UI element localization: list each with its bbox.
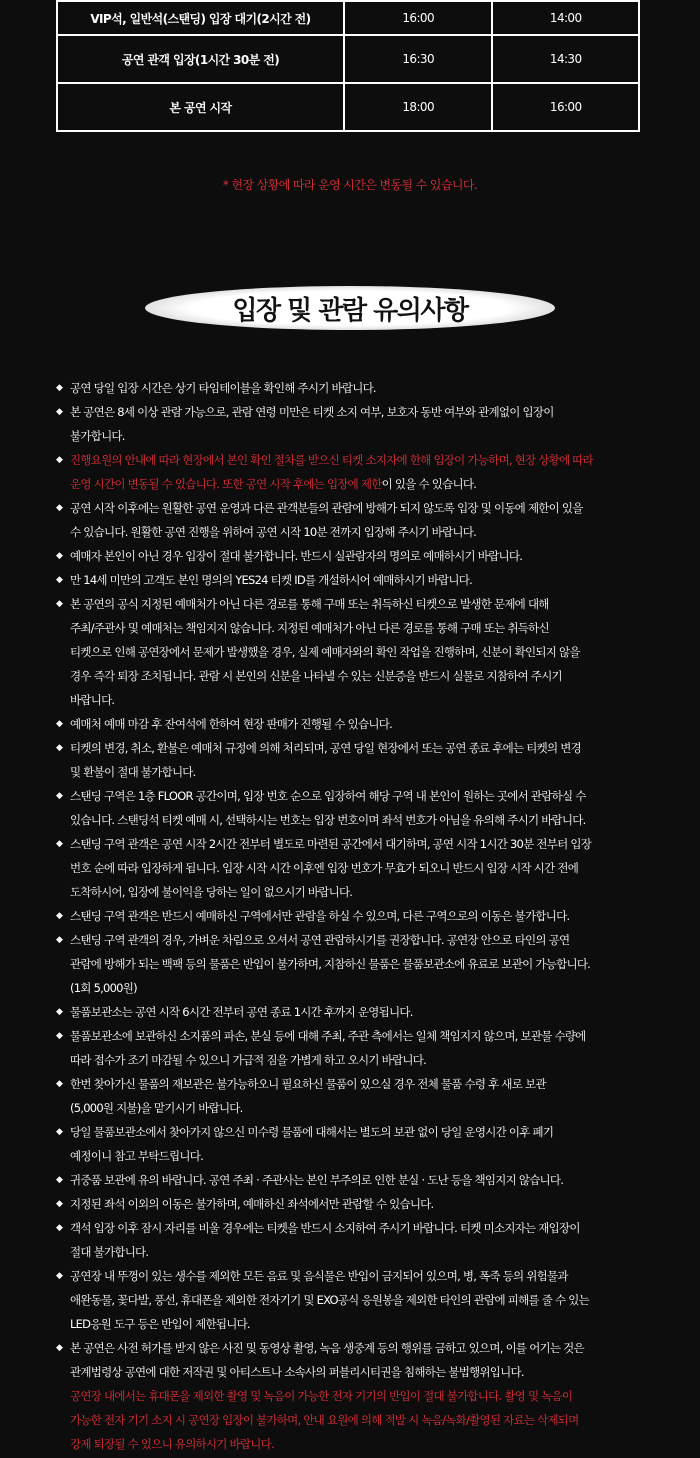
diamond-bullet-icon: ◆ (56, 1223, 63, 1233)
rule-text: 본 공연은 사전 허가를 받지 않은 사진 및 동영상 촬영, 녹음 생중계 등의 행위를 금하고 있으며, 이를 어기는 것은 관계법령상 공연에 대한 저작권 및 아티스트나 소속사의 퍼블리시티권을 침해하는 불법행위입니다. (70, 1341, 584, 1379)
rule-item (56, 496, 656, 544)
rule-text: 한번 찾아가신 물품의 재보관은 불가능하오니 필요하신 물품이 있으실 경우 전체 물품 수령 후 새로 보관 (5,000원 지불)을 맡기시기 바랍니다. (70, 1077, 546, 1115)
schedule-label: 공연 관객 입장(1시간 30분 전) (57, 35, 344, 83)
rule-item (56, 544, 656, 568)
rule-item (56, 1024, 656, 1072)
diamond-bullet-icon: ◆ (56, 1079, 63, 1089)
diamond-bullet-icon: ◆ (56, 1199, 63, 1209)
rule-item (56, 712, 656, 736)
rule-text: 예매처 예매 마감 후 잔여석에 한하여 현장 판매가 진행될 수 있습니다. (70, 717, 393, 731)
rule-text: 예매자 본인이 아닌 경우 입장이 절대 불가합니다. 반드시 실관람자의 명의로 예매하시기 바랍니다. (70, 549, 523, 563)
diamond-bullet-icon: ◆ (56, 599, 63, 609)
rule-item (56, 448, 656, 496)
rule-text: 물품보관소에 보관하신 소지품의 파손, 분실 등에 대해 주최, 주관 측에서는 일체 책임지지 않으며, 보관물 수량에 따라 접수가 조기 마감될 수 있으니 가급적 짐을 가볍게 하고 오시기 바랍니다. (70, 1029, 586, 1067)
diamond-bullet-icon: ◆ (56, 1007, 63, 1017)
section-title-banner (145, 286, 555, 330)
diamond-bullet-icon: ◆ (56, 551, 63, 561)
rule-item (56, 1264, 656, 1336)
diamond-bullet-icon: ◆ (56, 1175, 63, 1185)
diamond-bullet-icon: ◆ (56, 383, 63, 393)
rule-item (56, 736, 656, 784)
rule-text: 귀중품 보관에 유의 바랍니다. 공연 주최 · 주관사는 본인 부주의로 인한 분실 · 도난 등을 책임지지 않습니다. (70, 1173, 564, 1187)
rule-text: 스탠딩 구역은 1층 FLOOR 공간이며, 입장 번호 순으로 입장하여 해당 구역 내 본인이 원하는 곳에서 관람하실 수 있습니다. 스탠딩석 티켓 예매 시, 선택하시는 번호는 입장 번호이며 좌석 번호가 아님을 유의해 주시기 바랍니다. (70, 789, 586, 827)
schedule-time-a: 16:00 (344, 1, 493, 35)
diamond-bullet-icon: ◆ (56, 935, 63, 945)
rule-item (56, 376, 656, 400)
diamond-bullet-icon: ◆ (56, 743, 63, 753)
diamond-bullet-icon: ◆ (56, 1271, 63, 1281)
schedule-time-a: 16:30 (344, 35, 493, 83)
rule-warning-text: 공연장 내에서는 휴대폰을 제외한 촬영 및 녹음이 가능한 전자 기기의 반입이 절대 불가합니다. 촬영 및 녹음이 가능한 전자 기기 소지 시 공연장 입장이 불가하며, 안내 요원에 의해 적발 시 녹음/녹화/촬영된 자료는 삭제되며 강제 퇴장될 수 있으니 유의하시기 바랍니다. (70, 1389, 579, 1451)
diamond-bullet-icon: ◆ (56, 455, 63, 465)
rule-item (56, 1216, 656, 1264)
rule-text: 공연장 내 뚜껑이 있는 생수를 제외한 모든 음료 및 음식물은 반입이 금지되어 있으며, 병, 폭죽 등의 위험물과 애완동물, 꽃다발, 풍선, 휴대폰을 제외한 전자기기 및 EXO공식 응원봉을 제외한 타인의 관람에 피해를 줄 수 있는 LED응원 도구 등은 반입이 제한됩니다. (70, 1269, 589, 1331)
rule-warning-text: 진행요원의 안내에 따라 현장에서 본인 확인 절차를 받으신 티켓 소지자에 한해 입장이 가능하며, 현장 상황에 따라 운영 시간이 변동될 수 있습니다. 또한 공연 시작 후에는 입장에 제한 (70, 453, 593, 491)
rule-text: 당일 물품보관소에서 찾아가지 않으신 미수령 물품에 대해서는 별도의 보관 없이 당일 운영시간 이후 폐기 예정이니 참고 부탁드립니다. (70, 1125, 554, 1163)
rule-item (56, 832, 656, 904)
rule-text: 물품보관소는 공연 시작 6시간 전부터 공연 종료 1시간 후까지 운영됩니다. (70, 1005, 413, 1019)
schedule-row (57, 35, 639, 83)
rule-item (56, 1120, 656, 1168)
diamond-bullet-icon: ◆ (56, 911, 63, 921)
rule-item (56, 1072, 656, 1120)
rule-item (56, 904, 656, 928)
schedule-time-b: 16:00 (492, 83, 639, 131)
schedule-time-b: 14:00 (492, 1, 639, 35)
diamond-bullet-icon: ◆ (56, 407, 63, 417)
diamond-bullet-icon: ◆ (56, 1127, 63, 1137)
diamond-bullet-icon: ◆ (56, 839, 63, 849)
diamond-bullet-icon: ◆ (56, 1031, 63, 1041)
schedule-time-a: 18:00 (344, 83, 493, 131)
rule-text: 이 있을 수 있습니다. (381, 477, 477, 491)
section-title: 입장 및 관람 유의사항 (232, 295, 468, 326)
rule-text: 본 공연은 8세 이상 관람 가능으로, 관람 연령 미만은 티켓 소지 여부, 보호자 동반 여부와 관계없이 입장이 불가합니다. (70, 405, 554, 443)
diamond-bullet-icon: ◆ (56, 575, 63, 585)
schedule-time-b: 14:30 (492, 35, 639, 83)
rule-text: 스탠딩 구역 관객의 경우, 가벼운 차림으로 오셔서 공연 관람하시기를 권장합니다. 공연장 안으로 타인의 공연 관람에 방해가 되는 백팩 등의 물품은 반입이 불가하며, 지참하신 물품은 물품보관소에 유료로 보관이 가능합니다. (1회 5,000원) (70, 933, 591, 995)
rule-text: 공연 시작 이후에는 원활한 공연 운영과 다른 관객분들의 관람에 방해가 되지 않도록 입장 및 이동에 제한이 있을 수 있습니다. 원활한 공연 진행을 위하여 공연 시작 10분 전까지 입장해 주시기 바랍니다. (70, 501, 583, 539)
schedule-label: 본 공연 시작 (57, 83, 344, 131)
rule-item (56, 1168, 656, 1192)
rules-list (56, 376, 656, 1456)
rule-item (56, 1336, 656, 1456)
rule-item (56, 1000, 656, 1024)
rule-text: 스탠딩 구역 관객은 공연 시작 2시간 전부터 별도로 마련된 공간에서 대기하며, 공연 시작 1시간 30분 전부터 입장 번호 순에 따라 입장하게 됩니다. 입장 시작 시간 이후엔 입장 번호가 무효가 되오니 반드시 입장 시작 시간 전에 도착하시어, 입장에 불이익을 당하는 일이 없으시기 바랍니다. (70, 837, 592, 899)
diamond-bullet-icon: ◆ (56, 719, 63, 729)
rule-text: 스탠딩 구역 관객은 반드시 예매하신 구역에서만 관람을 하실 수 있으며, 다른 구역으로의 이동은 불가합니다. (70, 909, 570, 923)
rule-item (56, 568, 656, 592)
rule-item (56, 1192, 656, 1216)
rule-text: 공연 당일 입장 시간은 상기 타임테이블을 확인해 주시기 바랍니다. (70, 381, 376, 395)
schedule-row (57, 83, 639, 131)
rule-text: 만 14세 미만의 고객도 본인 명의의 YES24 티켓 ID를 개설하시어 예매하시기 바랍니다. (70, 573, 472, 587)
diamond-bullet-icon: ◆ (56, 1343, 63, 1353)
rule-item (56, 928, 656, 1000)
rule-text: 티켓의 변경, 취소, 환불은 예매처 규정에 의해 처리되며, 공연 당일 현장에서 또는 공연 종료 후에는 티켓의 변경 및 환불이 절대 불가합니다. (70, 741, 581, 779)
rule-item (56, 592, 656, 712)
schedule-row (57, 1, 639, 35)
rule-text: 지정된 좌석 이외의 이동은 불가하며, 예매하신 좌석에서만 관람할 수 있습니다. (70, 1197, 434, 1211)
diamond-bullet-icon: ◆ (56, 791, 63, 801)
schedule-table (56, 0, 640, 132)
rule-text: 객석 입장 이후 잠시 자리를 비울 경우에는 티켓을 반드시 소지하여 주시기 바랍니다. 티켓 미소지자는 재입장이 절대 불가합니다. (70, 1221, 580, 1259)
schedule-note: * 현장 상황에 따라 운영 시간은 변동될 수 있습니다. (222, 178, 478, 192)
schedule-label: VIP석, 일반석(스탠딩) 입장 대기(2시간 전) (57, 1, 344, 35)
rule-item (56, 784, 656, 832)
rule-item (56, 400, 656, 448)
rule-text: 본 공연의 공식 지정된 예매처가 아닌 다른 경로를 통해 구매 또는 취득하신 티켓으로 발생한 문제에 대해 주최/주관사 및 예매처는 책임지지 않습니다. 지정된 예매처가 아닌 다른 경로를 통해 구매 또는 취득하신 티켓으로 인해 공연장에서 문제가 발생했을 경우, 실제 예매자와의 확인 작업을 진행하며, 신분이 확인되지 않을 경우 즉각 퇴장 조치됩니다. 관람 시 본인의 신분을 나타낼 수 있는 신분증을 반드시 실물로 지참하여 주시기 바랍니다. (70, 597, 580, 707)
diamond-bullet-icon: ◆ (56, 503, 63, 513)
